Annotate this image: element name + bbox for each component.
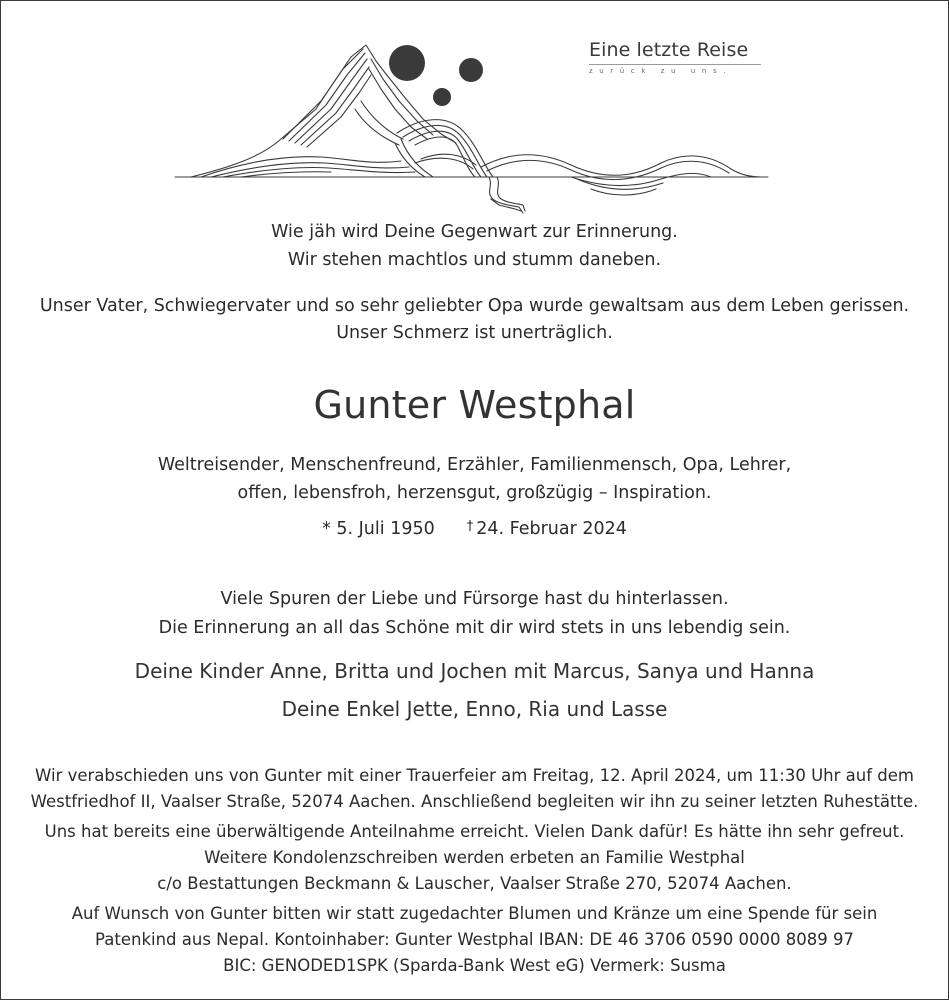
condolence-paragraph [1, 819, 948, 897]
death-cross-icon: † [466, 519, 474, 534]
condolence-line: c/o Bestattungen Beckmann & Lauscher, Vaalser Straße 270, 52074 Aachen. [157, 874, 792, 893]
life-dates [1, 513, 948, 543]
intro-line: Unser Vater, Schwiegervater und so sehr geliebter Opa wurde gewaltsam aus dem Leben gerissen. [39, 296, 910, 316]
medium-sun-icon [459, 58, 483, 82]
logo-title: Eine letzte Reise [589, 39, 749, 61]
ceremony-paragraph [1, 763, 948, 815]
small-sun-icon [433, 88, 451, 106]
brand-logo [589, 39, 764, 75]
donation-line: Patenkind aus Nepal. Kontoinhaber: Gunter Westphal IBAN: DE 46 3706 0590 0000 8089 97 [95, 930, 854, 949]
opening-verse [1, 218, 948, 274]
grandchildren-line: Deine Enkel Jette, Enno, Ria und Lasse [281, 697, 668, 721]
ceremony-information [1, 763, 948, 983]
ceremony-line: Wir verabschieden uns von Gunter mit einer Trauerfeier am Freitag, 12. April 2024, um 11:30 Uhr auf dem [35, 766, 914, 785]
love-line: Viele Spuren der Liebe und Fürsorge hast du hinterlassen. [220, 589, 729, 609]
family-signature [1, 652, 948, 728]
condolence-line: Uns hat bereits eine überwältigende Anteilnahme erreicht. Vielen Dank dafür! Es hätte ihn sehr gefreut. [44, 822, 905, 841]
verse-line: Wie jäh wird Deine Gegenwart zur Erinnerung. [271, 222, 678, 242]
logo-divider [589, 64, 761, 65]
ceremony-line: Westfriedhof II, Vaalser Straße, 52074 Aachen. Anschließend begleiten wir ihn zu seiner letzten Ruhestätte. [30, 792, 919, 811]
love-line: Die Erinnerung an all das Schöne mit dir wird stets in uns lebendig sein. [158, 618, 791, 638]
intro-statement [1, 293, 948, 347]
birth-date: * 5. Juli 1950 [322, 519, 435, 539]
traits-line: offen, lebensfroh, herzensgut, großzügig – Inspiration. [237, 483, 712, 503]
donation-line: BIC: GENODED1SPK (Sparda-Bank West eG) Vermerk: Susma [223, 956, 726, 975]
large-sun-icon [389, 45, 425, 81]
intro-line: Unser Schmerz ist unerträglich. [336, 323, 613, 343]
love-verse [1, 585, 948, 643]
children-line: Deine Kinder Anne, Britta und Jochen mit Marcus, Sanya und Hanna [134, 659, 815, 683]
traits-line: Weltreisender, Menschenfreund, Erzähler, Familienmensch, Opa, Lehrer, [157, 455, 792, 475]
donation-line: Auf Wunsch von Gunter bitten wir statt zugedachter Blumen und Kränze um eine Spende für sein [71, 904, 878, 923]
sun-icons [389, 45, 483, 106]
donation-paragraph [1, 901, 948, 979]
condolence-line: Weitere Kondolenzschreiben werden erbeten an Familie Westphal [204, 848, 745, 867]
death-date: 24. Februar 2024 [476, 519, 627, 539]
verse-line: Wir stehen machtlos und stumm daneben. [287, 250, 662, 270]
logo-subtitle: zurück zu uns. [589, 67, 733, 75]
deceased-name: Gunter Westphal [313, 383, 636, 427]
deceased-traits [1, 451, 948, 507]
